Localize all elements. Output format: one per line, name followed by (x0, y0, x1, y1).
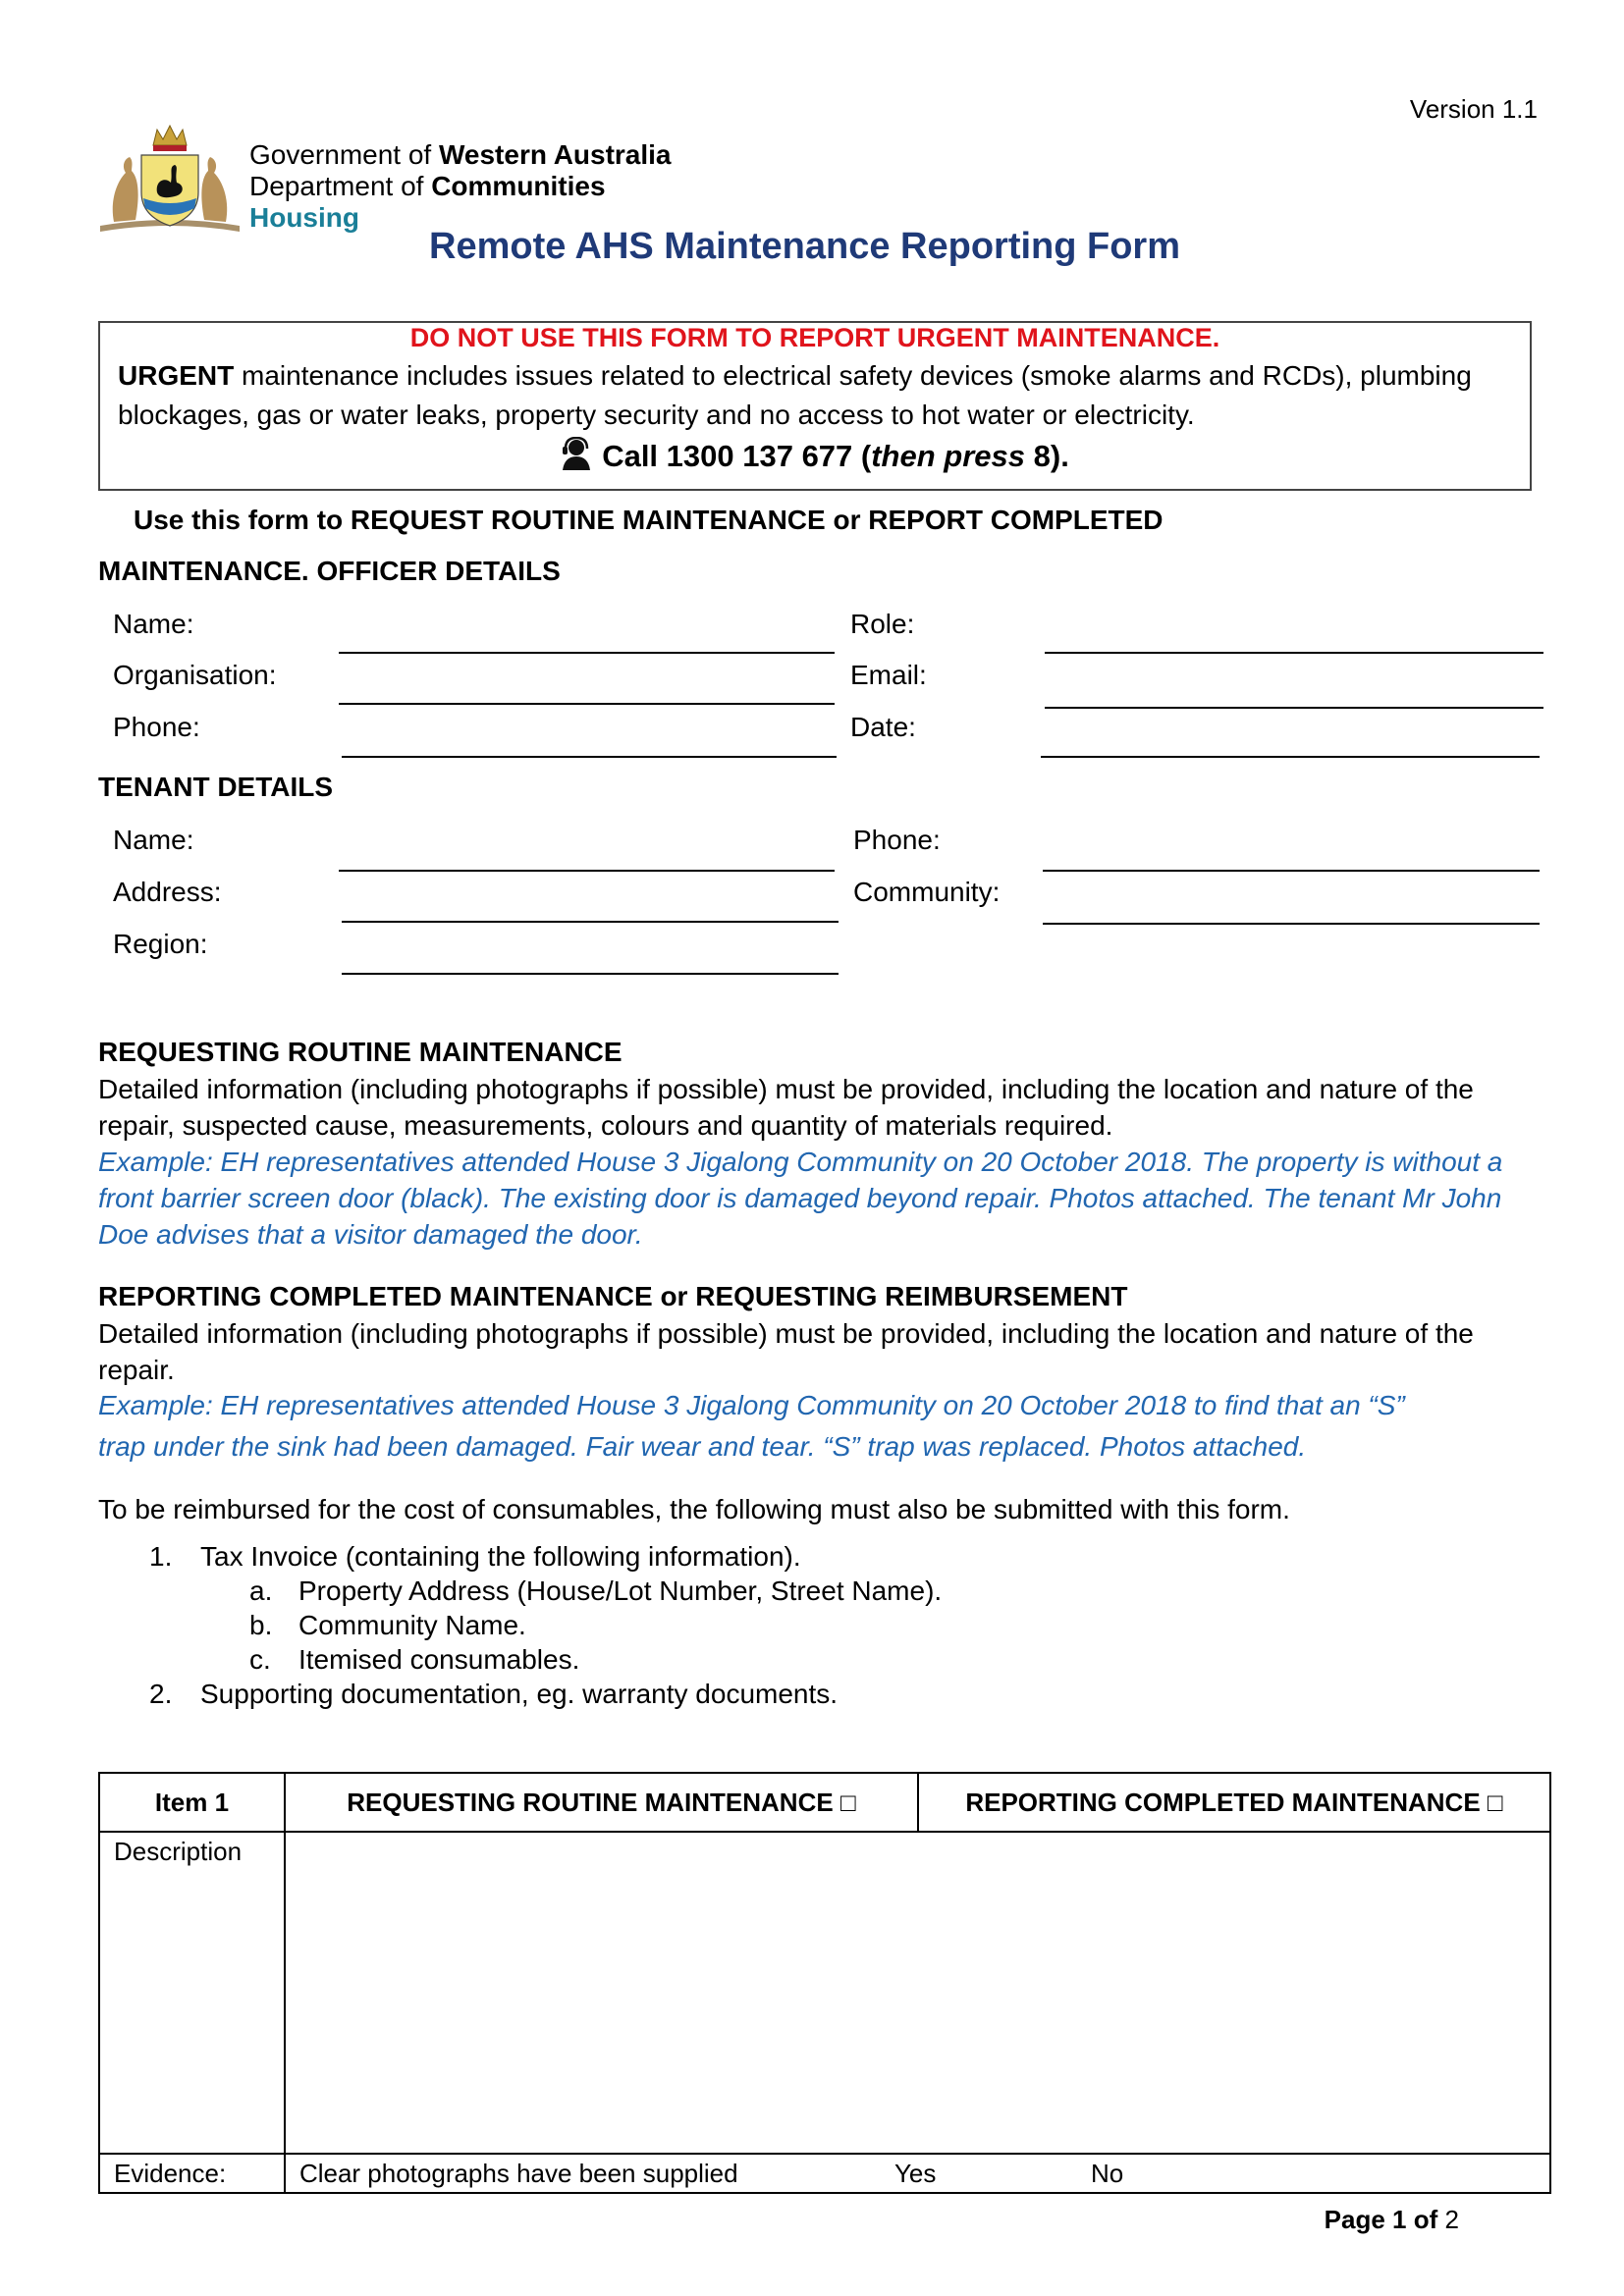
warning-body: URGENT maintenance includes issues related to electrical safety devices (smoke alarms and RCDs), plumbing blockages, gas or water leaks, property security and no access to hot water or electricity. (118, 360, 1472, 430)
completed-example-line-2: trap under the sink had been damaged. Fair wear and tear. “S” trap was replaced. Photos attached. (98, 1431, 1307, 1462)
officer-email-field[interactable] (1045, 707, 1543, 709)
evidence-no-option[interactable]: No (1090, 2159, 1124, 2188)
evidence-text: Clear photographs have been supplied (298, 2159, 738, 2188)
officer-email-label: Email: (850, 660, 927, 690)
evidence-row (285, 2154, 1550, 2193)
officer-organisation-label: Organisation: (113, 660, 277, 690)
evidence-yes-option[interactable]: Yes (893, 2159, 937, 2188)
officer-date-label: Date: (850, 712, 916, 742)
tenant-region-field[interactable] (342, 973, 839, 975)
tenant-address-field[interactable] (342, 921, 839, 923)
officer-role-label: Role: (850, 609, 915, 639)
division-name: Housing (249, 202, 359, 233)
tenant-name-label: Name: (113, 825, 194, 855)
completed-maintenance-body: Detailed information (including photographs if possible) must be provided, including the location and nature of the repair. (98, 1318, 1474, 1385)
description-label: Description (99, 1832, 285, 2154)
wa-coat-of-arms-logo (96, 124, 244, 234)
officer-phone-label: Phone: (113, 712, 200, 742)
page-number: Page 1 of 2 (1324, 2205, 1459, 2234)
description-field[interactable] (285, 1832, 1550, 2154)
officer-organisation-field[interactable] (339, 703, 835, 705)
completed-example-line-1: Example: EH representatives attended House 3 Jigalong Community on 20 October 2018 to find that an “S” (98, 1390, 1405, 1420)
routine-maintenance-heading: REQUESTING ROUTINE MAINTENANCE (98, 1037, 623, 1067)
evidence-label: Evidence: (99, 2154, 285, 2193)
tenant-community-field[interactable] (1043, 923, 1540, 925)
form-title: Remote AHS Maintenance Reporting Form (429, 226, 1181, 267)
warning-heading: DO NOT USE THIS FORM TO REPORT URGENT MAINTENANCE. (409, 323, 1220, 352)
list-item: 2. Supporting documentation, eg. warranty documents. (149, 1679, 839, 1709)
officer-name-field[interactable] (339, 652, 835, 654)
completed-maintenance-option[interactable]: REPORTING COMPLETED MAINTENANCE □ (918, 1773, 1550, 1832)
tenant-region-label: Region: (113, 929, 208, 959)
government-logo-text: Government of Western Australia Department of Communities Housing (249, 139, 672, 233)
tenant-community-label: Community: (853, 877, 1001, 907)
urgent-phone-line: Call 1300 137 677 (then press 8). (100, 437, 1530, 474)
completed-checkbox[interactable]: □ (1487, 1787, 1503, 1817)
tenant-address-label: Address: (113, 877, 222, 907)
reimbursement-intro: To be reimbursed for the cost of consumables, the following must also be submitted with this form. (98, 1494, 1290, 1524)
item-table (98, 1772, 1551, 2194)
item-number-header: Item 1 (99, 1773, 285, 1832)
list-item: 1. Tax Invoice (containing the following information). (149, 1541, 801, 1572)
list-item: a. Property Address (House/Lot Number, Street Name). (249, 1575, 943, 1606)
headset-person-icon (561, 437, 592, 470)
form-intro: Use this form to REQUEST ROUTINE MAINTENANCE or REPORT COMPLETED (134, 505, 1164, 535)
routine-checkbox[interactable]: □ (839, 1787, 856, 1817)
routine-maintenance-option[interactable]: REQUESTING ROUTINE MAINTENANCE □ (285, 1773, 918, 1832)
routine-maintenance-example: Example: EH representatives attended House 3 Jigalong Community on 20 October 2018. The property is without a front barrier screen door (black). The existing door is damaged beyond repair. Photos attached. The tenant Mr John Doe advises that a visitor damaged the door. (98, 1147, 1503, 1250)
officer-details-heading: MAINTENANCE. OFFICER DETAILS (98, 556, 561, 586)
tenant-phone-field[interactable] (1043, 870, 1540, 872)
tenant-name-field[interactable] (339, 870, 835, 872)
urgent-warning-box (98, 321, 1532, 491)
routine-maintenance-body: Detailed information (including photographs if possible) must be provided, including the location and nature of the repair, suspected cause, measurements, colours and quantity of materials required. (98, 1074, 1474, 1141)
list-item: b. Community Name. (249, 1610, 526, 1640)
tenant-phone-label: Phone: (853, 825, 941, 855)
officer-name-label: Name: (113, 609, 194, 639)
officer-date-field[interactable] (1041, 756, 1540, 758)
officer-role-field[interactable] (1045, 652, 1543, 654)
list-item: c. Itemised consumables. (249, 1644, 580, 1675)
version-label: Version 1.1 (1409, 94, 1538, 124)
tenant-details-heading: TENANT DETAILS (98, 772, 334, 802)
completed-maintenance-heading: REPORTING COMPLETED MAINTENANCE or REQUESTING REIMBURSEMENT (98, 1281, 1128, 1311)
officer-phone-field[interactable] (342, 756, 837, 758)
